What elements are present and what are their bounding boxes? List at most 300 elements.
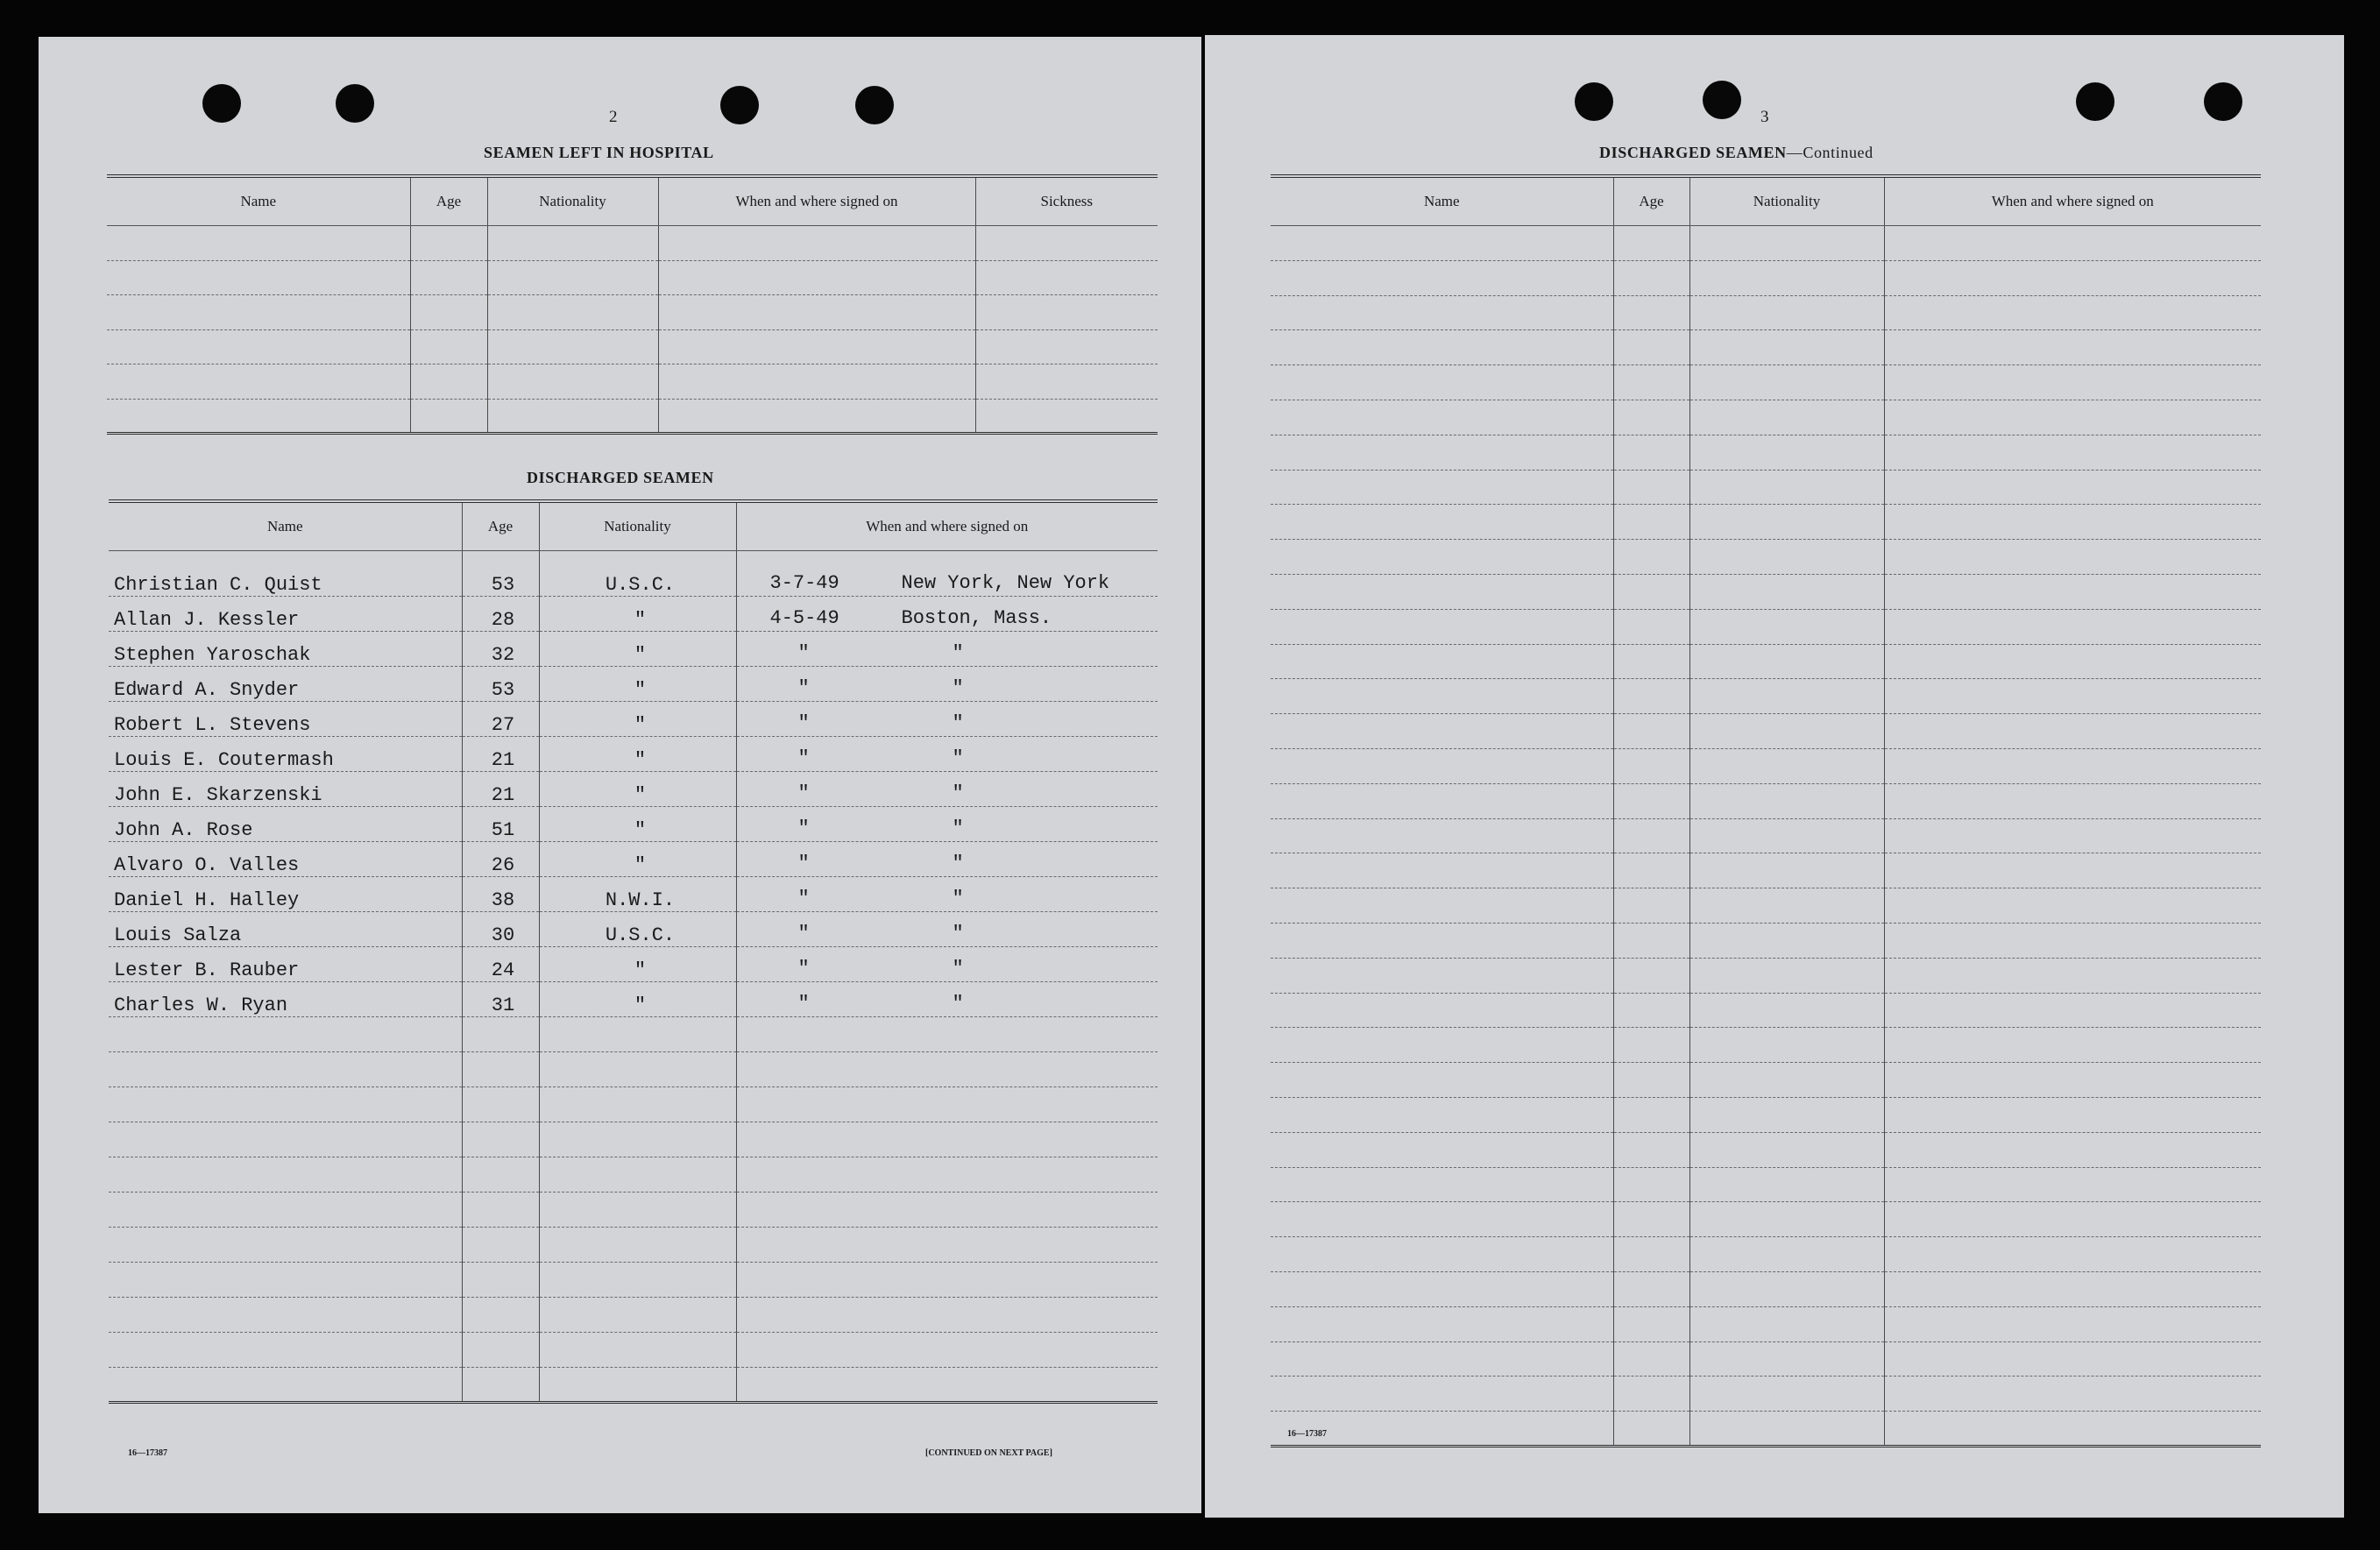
continued-section-title — [1599, 144, 1874, 162]
signed-on-cell — [736, 702, 1158, 737]
blank-cell — [462, 1087, 539, 1122]
blank-cell — [1884, 888, 2261, 924]
blank-row — [109, 1122, 1158, 1157]
continued-table — [1271, 174, 2261, 1447]
table-row — [109, 597, 1158, 632]
punch-hole — [1575, 82, 1613, 121]
blank-cell — [109, 1087, 462, 1122]
blank-cell — [1689, 1202, 1884, 1237]
blank-cell — [1884, 714, 2261, 749]
blank-cell — [1689, 923, 1884, 958]
punch-hole — [336, 84, 374, 123]
blank-cell — [1884, 295, 2261, 330]
table-row — [109, 912, 1158, 947]
seaman-name: Stephen Yaroschak — [109, 632, 462, 667]
seaman-name: Robert L. Stevens — [109, 702, 462, 737]
discharged-section-title: DISCHARGED SEAMEN — [527, 469, 714, 486]
seaman-nationality: " — [539, 632, 736, 667]
blank-row — [1271, 1097, 2261, 1132]
blank-cell — [1271, 540, 1613, 575]
blank-cell — [1689, 1306, 1884, 1341]
continued-note: [CONTINUED ON NEXT PAGE] — [925, 1448, 1052, 1458]
blank-row — [1271, 1028, 2261, 1063]
blank-cell — [1271, 1097, 1613, 1132]
blank-cell — [1271, 993, 1613, 1028]
hospital-section-title: SEAMEN LEFT IN HOSPITAL — [484, 144, 714, 161]
blank-cell — [1613, 818, 1689, 853]
blank-cell — [1613, 644, 1689, 679]
blank-row — [1271, 540, 2261, 575]
blank-row — [1271, 1167, 2261, 1202]
blank-cell — [1884, 365, 2261, 400]
blank-cell — [1884, 1271, 2261, 1306]
signed-on-date: " — [797, 642, 810, 664]
blank-cell — [1271, 958, 1613, 993]
blank-cell — [736, 1017, 1158, 1052]
blank-cell — [410, 295, 487, 330]
blank-cell — [1271, 888, 1613, 924]
blank-row — [1271, 993, 2261, 1028]
blank-cell — [109, 1193, 462, 1228]
signed-on-cell — [736, 842, 1158, 877]
blank-cell — [462, 1052, 539, 1087]
blank-cell — [539, 1122, 736, 1157]
signed-on-cell — [736, 982, 1158, 1017]
blank-row — [1271, 1202, 2261, 1237]
column-header-signed-on: When and where signed on — [1884, 176, 2261, 226]
blank-row — [1271, 1306, 2261, 1341]
seaman-age: 30 — [462, 912, 539, 947]
form-number: 16—17387 — [1287, 1429, 1327, 1439]
blank-row — [1271, 226, 2261, 261]
blank-cell — [539, 1017, 736, 1052]
blank-cell — [1271, 226, 1613, 261]
blank-cell — [1613, 1341, 1689, 1377]
seaman-name: John E. Skarzenski — [109, 772, 462, 807]
blank-cell — [1689, 295, 1884, 330]
blank-cell — [975, 399, 1158, 434]
blank-cell — [1884, 1202, 2261, 1237]
seaman-nationality: U.S.C. — [539, 551, 736, 597]
blank-row — [1271, 714, 2261, 749]
blank-row — [1271, 1132, 2261, 1167]
blank-cell — [1689, 1167, 1884, 1202]
seaman-nationality: " — [539, 702, 736, 737]
seaman-name: Allan J. Kessler — [109, 597, 462, 632]
signed-on-place: " — [952, 677, 964, 699]
blank-row — [107, 226, 1158, 261]
signed-on-date: " — [797, 958, 810, 980]
column-header-name: Name — [109, 501, 462, 551]
blank-cell — [1613, 574, 1689, 609]
blank-cell — [1884, 540, 2261, 575]
blank-cell — [1884, 470, 2261, 505]
blank-row — [1271, 260, 2261, 295]
signed-on-date: " — [797, 677, 810, 699]
blank-cell — [1689, 1132, 1884, 1167]
blank-cell — [1689, 748, 1884, 783]
signed-on-date: " — [797, 993, 810, 1015]
blank-cell — [1271, 748, 1613, 783]
blank-row — [1271, 679, 2261, 714]
blank-row — [1271, 1237, 2261, 1272]
blank-cell — [487, 226, 658, 261]
blank-cell — [1613, 295, 1689, 330]
blank-cell — [736, 1263, 1158, 1298]
signed-on-date: " — [797, 747, 810, 769]
blank-cell — [1884, 435, 2261, 470]
blank-cell — [1613, 1132, 1689, 1167]
blank-cell — [1689, 540, 1884, 575]
blank-row — [1271, 958, 2261, 993]
blank-cell — [1271, 609, 1613, 644]
signed-on-cell — [736, 632, 1158, 667]
blank-cell — [975, 295, 1158, 330]
hospital-table — [107, 174, 1158, 435]
signed-on-date: " — [797, 923, 810, 945]
blank-cell — [1613, 714, 1689, 749]
blank-cell — [1613, 540, 1689, 575]
blank-cell — [487, 295, 658, 330]
signed-on-place: " — [952, 642, 964, 664]
blank-cell — [1613, 400, 1689, 435]
punch-hole — [202, 84, 241, 123]
blank-cell — [1271, 714, 1613, 749]
blank-cell — [736, 1368, 1158, 1403]
blank-cell — [1613, 1097, 1689, 1132]
blank-cell — [1884, 1412, 2261, 1447]
blank-cell — [1884, 748, 2261, 783]
blank-cell — [539, 1368, 736, 1403]
blank-row — [1271, 470, 2261, 505]
blank-cell — [1884, 1377, 2261, 1412]
seaman-name: Edward A. Snyder — [109, 667, 462, 702]
discharged-table — [109, 499, 1158, 1404]
blank-cell — [1613, 1167, 1689, 1202]
signed-on-date: 4-5-49 — [769, 607, 839, 629]
blank-cell — [1613, 783, 1689, 818]
blank-row — [109, 1333, 1158, 1368]
seaman-age: 32 — [462, 632, 539, 667]
column-header-sickness: Sickness — [975, 176, 1158, 226]
table-row — [109, 947, 1158, 982]
seaman-nationality: " — [539, 667, 736, 702]
blank-cell — [1613, 1237, 1689, 1272]
blank-cell — [109, 1017, 462, 1052]
seaman-nationality: " — [539, 807, 736, 842]
blank-row — [109, 1368, 1158, 1403]
table-row — [109, 551, 1158, 597]
blank-cell — [1884, 783, 2261, 818]
signed-on-place: " — [952, 712, 964, 734]
blank-cell — [1884, 644, 2261, 679]
blank-cell — [1884, 1306, 2261, 1341]
table-row — [109, 877, 1158, 912]
signed-on-place: " — [952, 853, 964, 874]
blank-cell — [462, 1368, 539, 1403]
blank-cell — [1613, 958, 1689, 993]
blank-cell — [736, 1298, 1158, 1333]
blank-cell — [462, 1017, 539, 1052]
blank-cell — [1884, 923, 2261, 958]
punch-hole — [1703, 81, 1741, 119]
blank-row — [1271, 295, 2261, 330]
blank-cell — [1613, 679, 1689, 714]
blank-cell — [1689, 365, 1884, 400]
signed-on-cell — [736, 551, 1158, 597]
blank-cell — [1613, 1412, 1689, 1447]
blank-cell — [107, 260, 410, 295]
seaman-name: Alvaro O. Valles — [109, 842, 462, 877]
blank-cell — [539, 1228, 736, 1263]
blank-cell — [1613, 923, 1689, 958]
blank-cell — [1689, 818, 1884, 853]
blank-cell — [1884, 609, 2261, 644]
blank-cell — [539, 1298, 736, 1333]
blank-cell — [1613, 853, 1689, 888]
column-header-age: Age — [410, 176, 487, 226]
blank-cell — [1271, 295, 1613, 330]
blank-cell — [539, 1087, 736, 1122]
blank-row — [1271, 505, 2261, 540]
blank-cell — [736, 1087, 1158, 1122]
table-row — [109, 772, 1158, 807]
seaman-age: 51 — [462, 807, 539, 842]
signed-on-date: " — [797, 712, 810, 734]
seaman-age: 28 — [462, 597, 539, 632]
blank-cell — [1689, 435, 1884, 470]
blank-cell — [1613, 748, 1689, 783]
blank-cell — [1689, 853, 1884, 888]
blank-cell — [1613, 888, 1689, 924]
blank-cell — [1884, 1167, 2261, 1202]
blank-cell — [1689, 993, 1884, 1028]
blank-cell — [1271, 365, 1613, 400]
blank-cell — [462, 1122, 539, 1157]
signed-on-place: " — [952, 888, 964, 909]
blank-row — [1271, 1377, 2261, 1412]
blank-cell — [975, 329, 1158, 364]
blank-cell — [1271, 1271, 1613, 1306]
blank-row — [107, 364, 1158, 400]
column-header-name: Name — [1271, 176, 1613, 226]
blank-cell — [462, 1298, 539, 1333]
seaman-name: Lester B. Rauber — [109, 947, 462, 982]
blank-cell — [1613, 1271, 1689, 1306]
blank-cell — [1271, 1202, 1613, 1237]
blank-cell — [1271, 1341, 1613, 1377]
seaman-age: 53 — [462, 667, 539, 702]
table-row — [109, 667, 1158, 702]
blank-cell — [1271, 1132, 1613, 1167]
blank-row — [1271, 609, 2261, 644]
blank-cell — [1689, 609, 1884, 644]
blank-cell — [1271, 1237, 1613, 1272]
blank-cell — [1689, 260, 1884, 295]
blank-cell — [1613, 609, 1689, 644]
blank-cell — [1613, 1063, 1689, 1098]
blank-cell — [975, 226, 1158, 261]
blank-cell — [1271, 853, 1613, 888]
blank-cell — [1689, 226, 1884, 261]
blank-cell — [410, 260, 487, 295]
blank-cell — [658, 295, 975, 330]
signed-on-cell — [736, 667, 1158, 702]
blank-row — [1271, 365, 2261, 400]
blank-cell — [1689, 505, 1884, 540]
table-row — [109, 807, 1158, 842]
blank-cell — [1884, 260, 2261, 295]
punch-hole — [720, 86, 759, 124]
blank-cell — [1613, 1202, 1689, 1237]
blank-cell — [1884, 958, 2261, 993]
title-main: DISCHARGED SEAMEN — [1599, 144, 1787, 161]
blank-row — [1271, 1063, 2261, 1098]
blank-row — [1271, 1412, 2261, 1447]
blank-cell — [462, 1333, 539, 1368]
seaman-age: 26 — [462, 842, 539, 877]
table-row — [109, 842, 1158, 877]
blank-cell — [1689, 1237, 1884, 1272]
blank-cell — [1884, 330, 2261, 365]
blank-cell — [107, 364, 410, 400]
seaman-nationality: U.S.C. — [539, 912, 736, 947]
blank-cell — [1884, 1237, 2261, 1272]
blank-cell — [410, 364, 487, 400]
blank-row — [1271, 435, 2261, 470]
blank-cell — [1613, 435, 1689, 470]
blank-cell — [487, 399, 658, 434]
blank-cell — [1271, 1063, 1613, 1098]
blank-cell — [1689, 400, 1884, 435]
blank-cell — [410, 399, 487, 434]
table-row — [109, 982, 1158, 1017]
blank-row — [109, 1193, 1158, 1228]
blank-cell — [109, 1157, 462, 1193]
seaman-name: John A. Rose — [109, 807, 462, 842]
blank-cell — [539, 1052, 736, 1087]
blank-cell — [1689, 1028, 1884, 1063]
seaman-age: 53 — [462, 551, 539, 597]
blank-cell — [1613, 330, 1689, 365]
blank-cell — [736, 1333, 1158, 1368]
blank-row — [109, 1087, 1158, 1122]
blank-row — [109, 1157, 1158, 1193]
blank-cell — [1689, 679, 1884, 714]
blank-cell — [1884, 818, 2261, 853]
blank-cell — [1271, 1306, 1613, 1341]
blank-row — [1271, 330, 2261, 365]
signed-on-place: Boston, Mass. — [901, 607, 1052, 629]
signed-on-place: " — [952, 923, 964, 945]
blank-cell — [736, 1052, 1158, 1087]
signed-on-place: " — [952, 747, 964, 769]
column-header-nationality: Nationality — [1689, 176, 1884, 226]
seaman-age: 31 — [462, 982, 539, 1017]
blank-cell — [410, 329, 487, 364]
blank-row — [1271, 748, 2261, 783]
blank-cell — [1271, 400, 1613, 435]
seaman-age: 24 — [462, 947, 539, 982]
blank-cell — [1689, 783, 1884, 818]
seaman-name: Daniel H. Halley — [109, 877, 462, 912]
form-number: 16—17387 — [128, 1448, 167, 1458]
signed-on-date: " — [797, 782, 810, 804]
signed-on-place: " — [952, 782, 964, 804]
blank-cell — [1884, 853, 2261, 888]
signed-on-cell — [736, 737, 1158, 772]
blank-row — [109, 1052, 1158, 1087]
seaman-nationality: " — [539, 737, 736, 772]
title-suffix: —Continued — [1786, 144, 1874, 161]
blank-row — [107, 260, 1158, 295]
blank-cell — [1884, 1028, 2261, 1063]
blank-cell — [462, 1157, 539, 1193]
blank-cell — [1884, 400, 2261, 435]
blank-cell — [1689, 1271, 1884, 1306]
blank-row — [107, 329, 1158, 364]
blank-cell — [107, 295, 410, 330]
seaman-nationality: " — [539, 842, 736, 877]
blank-cell — [1884, 1132, 2261, 1167]
blank-cell — [1884, 1097, 2261, 1132]
blank-cell — [1689, 888, 1884, 924]
left-page — [39, 37, 1201, 1513]
seaman-age: 38 — [462, 877, 539, 912]
seaman-name: Christian C. Quist — [109, 551, 462, 597]
blank-cell — [1271, 923, 1613, 958]
blank-cell — [539, 1333, 736, 1368]
blank-cell — [1884, 1063, 2261, 1098]
punch-hole — [2204, 82, 2242, 121]
signed-on-cell — [736, 807, 1158, 842]
column-header-nationality: Nationality — [487, 176, 658, 226]
signed-on-date: 3-7-49 — [769, 572, 839, 594]
column-header-name: Name — [107, 176, 410, 226]
blank-cell — [1271, 818, 1613, 853]
blank-cell — [1884, 993, 2261, 1028]
blank-cell — [1613, 993, 1689, 1028]
column-header-signed-on: When and where signed on — [658, 176, 975, 226]
column-header-signed-on: When and where signed on — [736, 501, 1158, 551]
blank-cell — [109, 1333, 462, 1368]
blank-cell — [1689, 1097, 1884, 1132]
blank-cell — [107, 399, 410, 434]
blank-cell — [1884, 679, 2261, 714]
signed-on-cell — [736, 947, 1158, 982]
signed-on-date: " — [797, 853, 810, 874]
blank-cell — [658, 226, 975, 261]
blank-cell — [1689, 958, 1884, 993]
blank-row — [1271, 923, 2261, 958]
signed-on-cell — [736, 912, 1158, 947]
blank-cell — [1689, 470, 1884, 505]
blank-cell — [658, 364, 975, 400]
blank-cell — [539, 1157, 736, 1193]
blank-row — [1271, 818, 2261, 853]
blank-cell — [1689, 574, 1884, 609]
blank-cell — [109, 1298, 462, 1333]
blank-cell — [1271, 1028, 1613, 1063]
blank-cell — [410, 226, 487, 261]
blank-cell — [1689, 1377, 1884, 1412]
right-page — [1205, 35, 2344, 1518]
blank-row — [107, 295, 1158, 330]
blank-cell — [1884, 574, 2261, 609]
blank-cell — [1271, 783, 1613, 818]
table-row — [109, 702, 1158, 737]
blank-cell — [109, 1368, 462, 1403]
